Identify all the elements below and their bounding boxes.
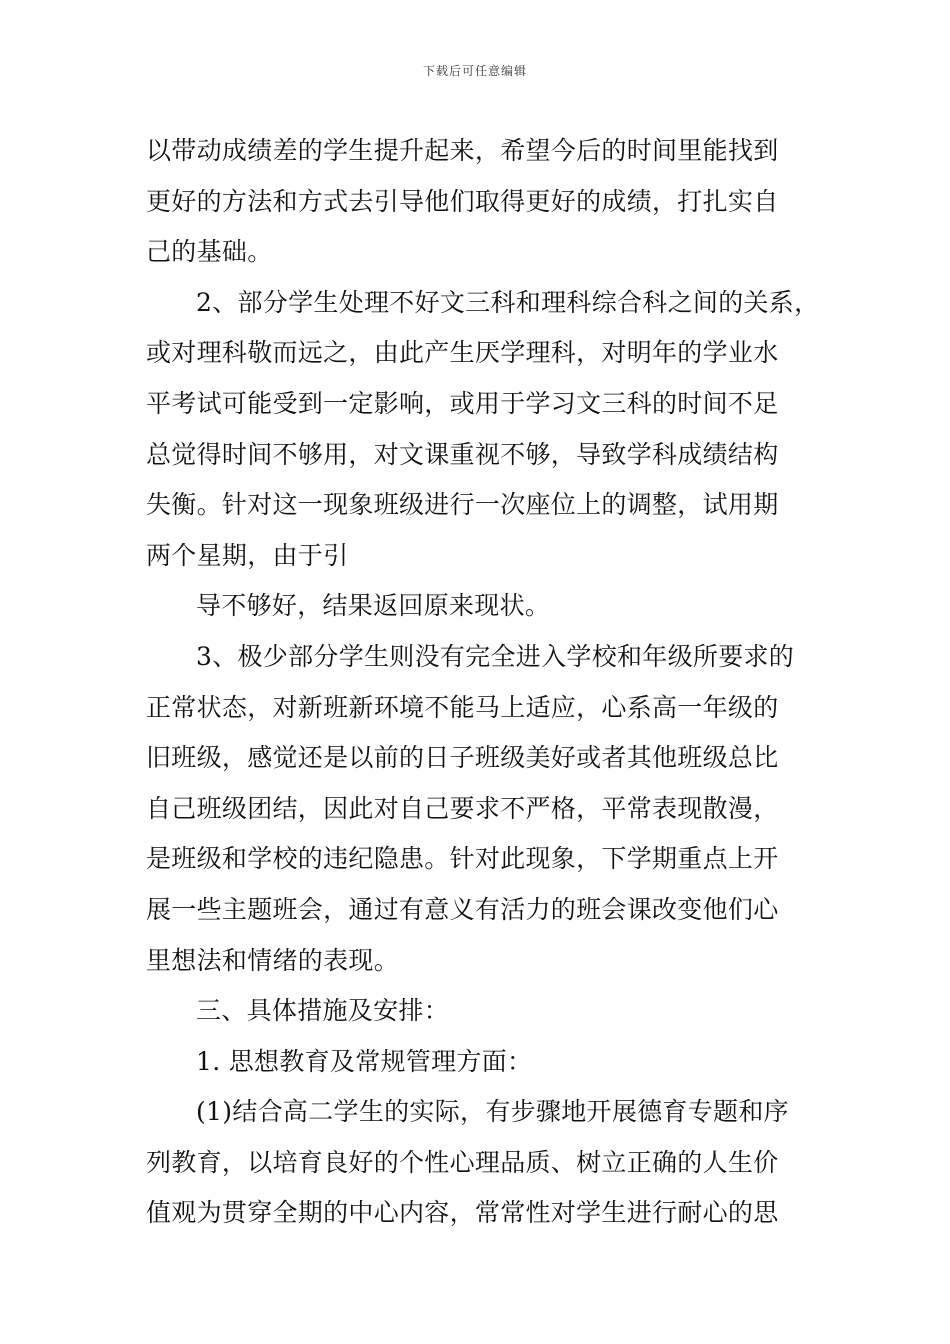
text-line: 失衡。针对这一现象班级进行一次座位上的调整，试用期: [146, 490, 779, 520]
text-line: 是班级和学校的违纪隐患。针对此现象，下学期重点上开: [146, 844, 779, 874]
text-line: 导不够好，结果返回原来现状。: [196, 591, 551, 621]
text-line: 展一些主题班会，通过有意义有活力的班会课改变他们心: [146, 894, 779, 924]
subsection-heading: 1. 思想教育及常规管理方面：: [196, 1046, 533, 1076]
text-line: 两个星期，由于引: [146, 540, 349, 570]
text-line: (1)结合高二学生的实际，有步骤地开展德育专题和序: [196, 1097, 789, 1127]
text-line: 旧班级，感觉还是以前的日子班级美好或者其他班级总比: [146, 743, 779, 773]
text-line: 值观为贯穿全期的中心内容，常常性对学生进行耐心的思: [146, 1198, 779, 1228]
document-body: [146, 126, 820, 1239]
section-heading: 三、具体措施及安排：: [196, 996, 450, 1026]
text-line: 列教育，以培育良好的个性心理品质、树立正确的人生价: [146, 1147, 779, 1177]
text-line: 以带动成绩差的学生提升起来，希望今后的时间里能找到: [146, 136, 779, 165]
text-line: 正常状态，对新班新环境不能马上适应，心系高一年级的: [146, 692, 779, 722]
text-line: 自己班级团结，因此对自己要求不严格，平常表现散漫，: [146, 793, 779, 823]
text-line: 平考试可能受到一定影响，或用于学习文三科的时间不足: [146, 388, 779, 418]
text-line: 或对理科敬而远之，由此产生厌学理科，对明年的学业水: [146, 338, 779, 368]
text-line: 3、极少部分学生则没有完全进入学校和年级所要求的: [196, 641, 795, 671]
text-line: 更好的方法和方式去引导他们取得更好的成绩，打扎实自: [146, 186, 779, 216]
text-line: 己的基础。: [146, 237, 273, 267]
text-line: 总觉得时间不够用，对文课重视不够，导致学科成绩结构: [146, 439, 779, 469]
text-line: 2、部分学生处理不好文三科和理科综合科之间的关系，: [196, 287, 820, 317]
text-line: 里想法和情绪的表现。: [146, 945, 400, 975]
page-header: 下载后可任意编辑: [422, 64, 527, 78]
